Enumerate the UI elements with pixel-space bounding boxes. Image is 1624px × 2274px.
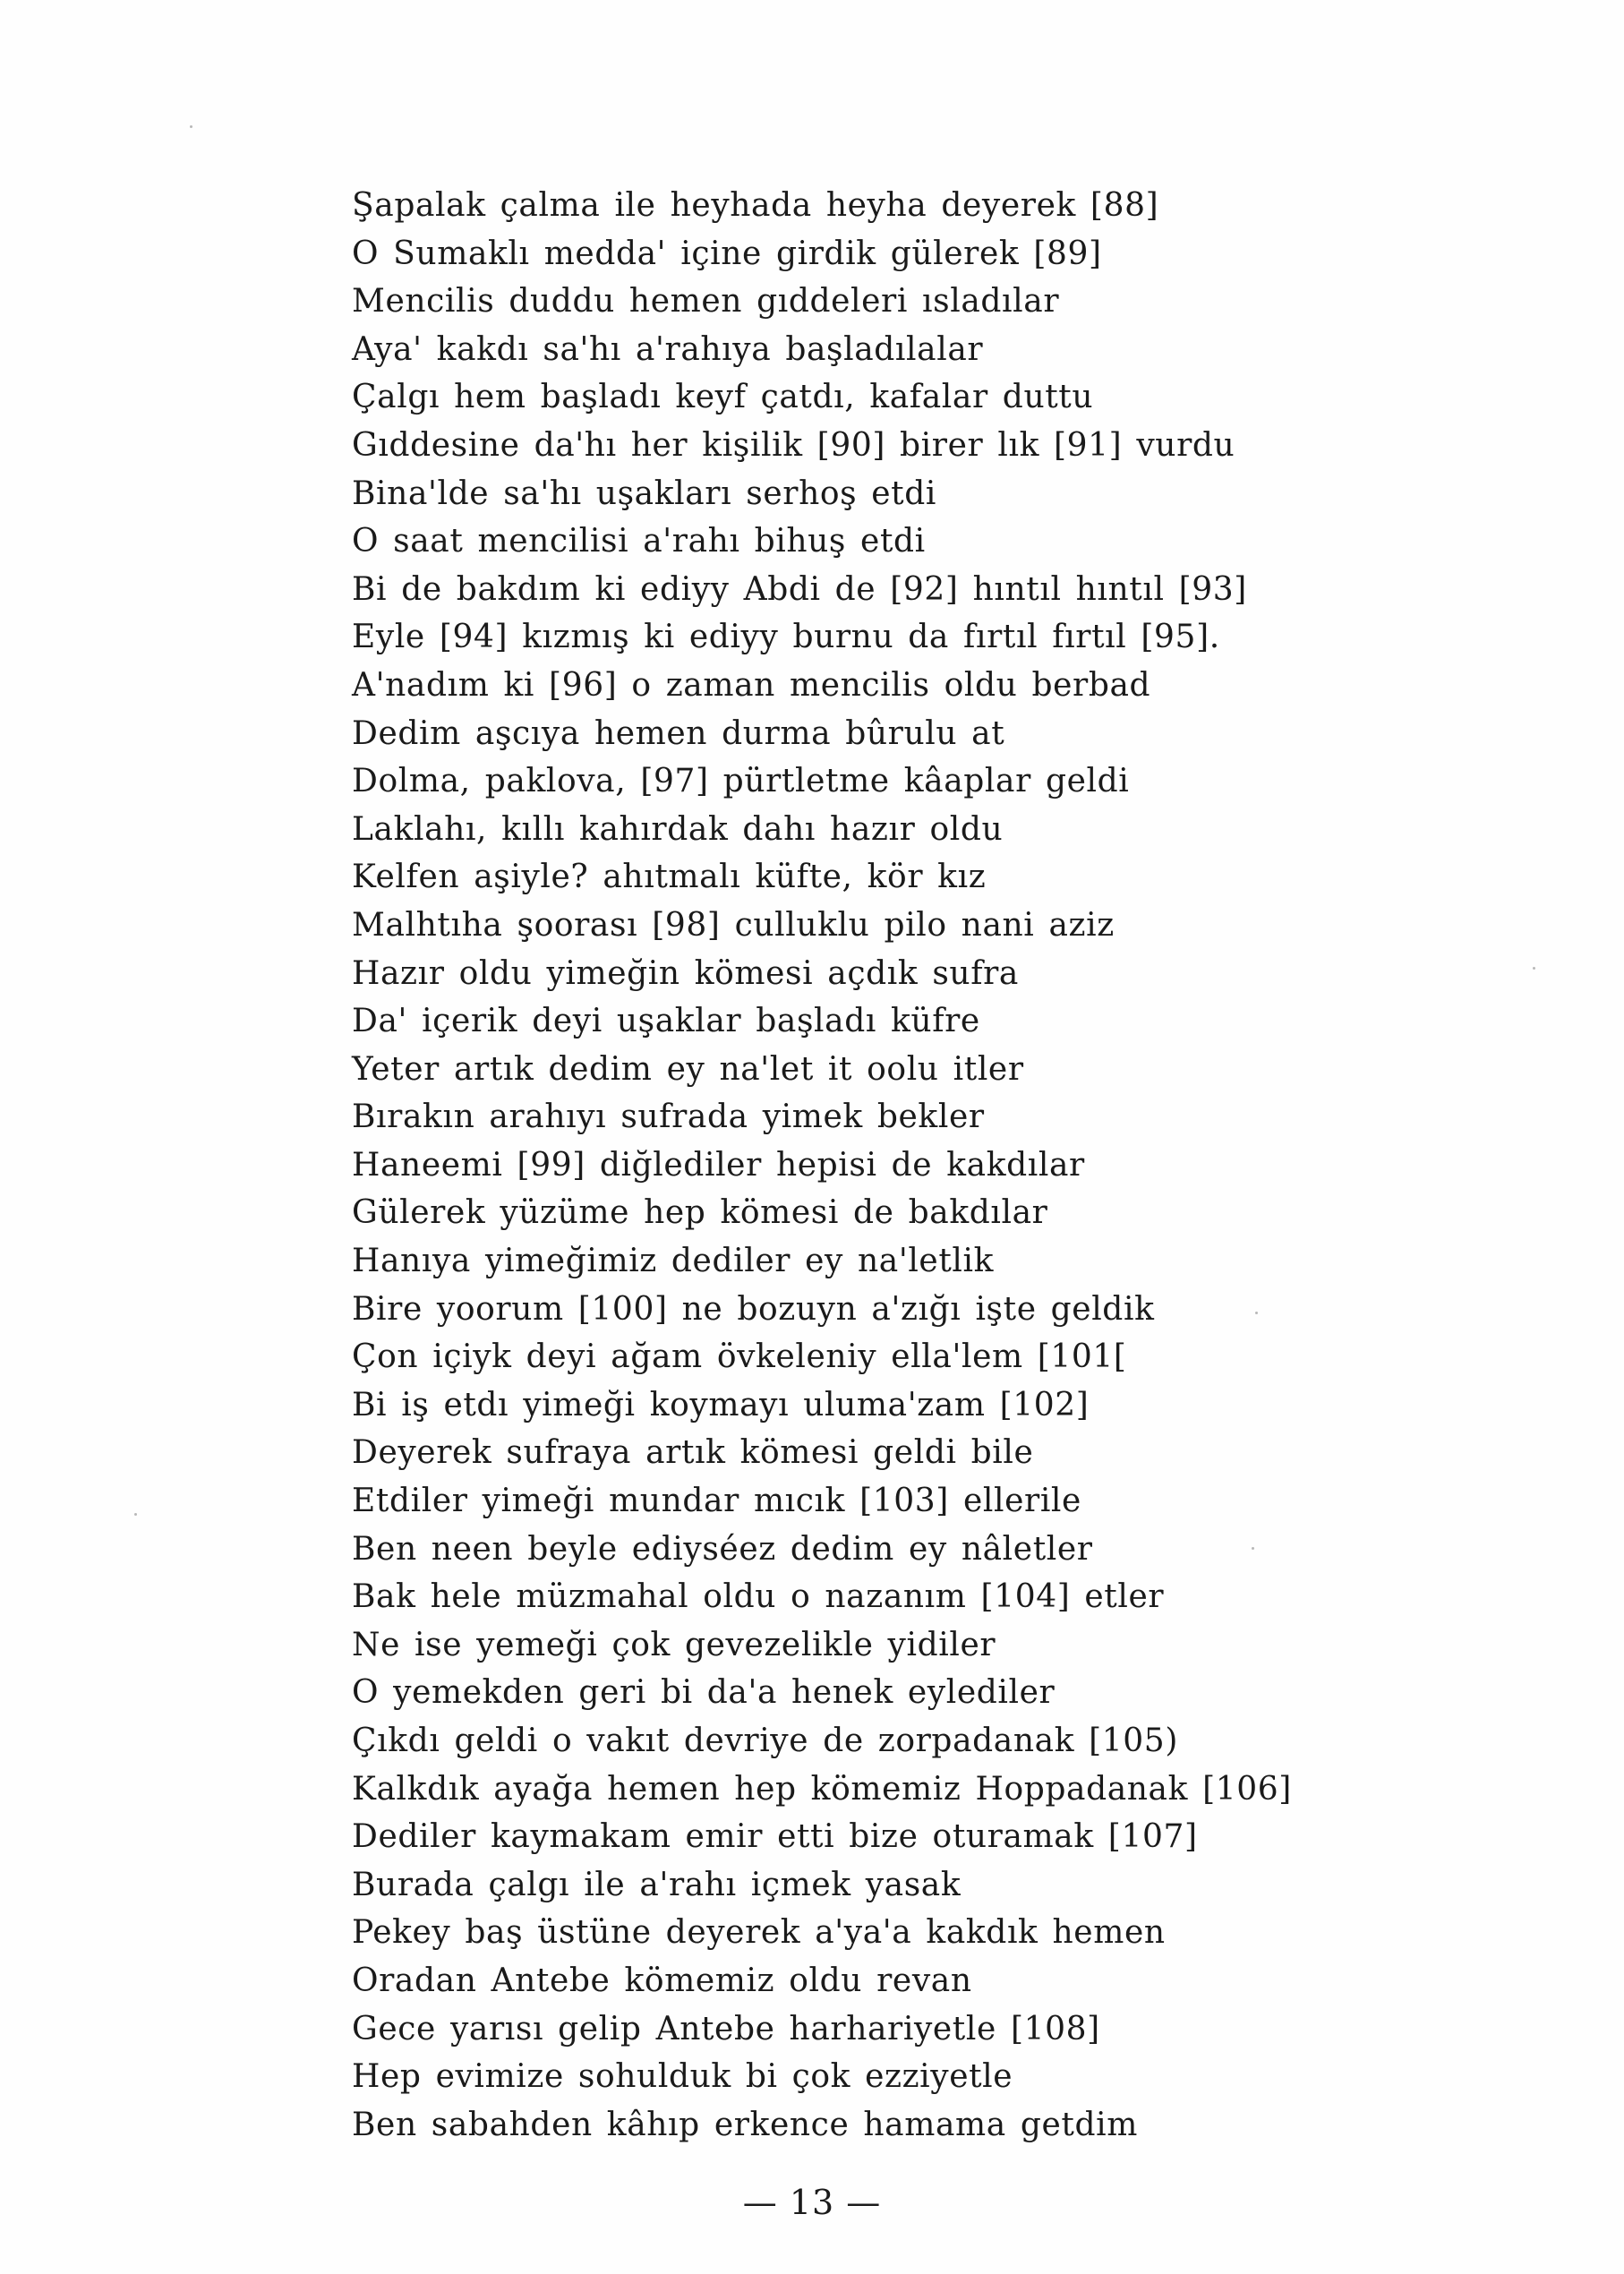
page-number: — 13 — bbox=[742, 2183, 882, 2222]
poem-line: Oradan Antebe kömemiz oldu revan bbox=[352, 1962, 972, 1999]
poem-line: Aya' kakdı sa'hı a'rahıya başladılalar bbox=[352, 330, 984, 368]
poem-line: Çon içiyk deyi ağam övkeleniy ella'lem [101[ bbox=[352, 1338, 1127, 1376]
poem-line: O yemekden geri bi da'a henek eylediler bbox=[352, 1674, 1056, 1712]
poem-line: O Sumaklı medda' içine girdik gülerek [89] bbox=[352, 235, 1102, 272]
poem-line: Bi iş etdı yimeği koymayı uluma'zam [102] bbox=[352, 1386, 1090, 1423]
paper-speck bbox=[134, 1513, 137, 1516]
poem-line: Burada çalgı ile a'rahı içmek yasak bbox=[352, 1866, 962, 1903]
poem-line: Yeter artık dedim ey na'let it oolu itler bbox=[352, 1050, 1024, 1088]
poem-line: Etdiler yimeği mundar mıcık [103] ellerile bbox=[352, 1483, 1081, 1520]
poem-line: Laklahı, kıllı kahırdak dahı hazır oldu bbox=[352, 810, 1004, 848]
poem-line: Dolma, paklova, [97] pürtletme kâaplar geldi bbox=[352, 763, 1130, 800]
poem-line: Pekey baş üstüne deyerek a'ya'a kakdık hemen bbox=[352, 1914, 1166, 1952]
poem-line: Hazır oldu yimeğin kömesi açdık sufra bbox=[352, 954, 1019, 992]
poem-line: Da' içerik deyi uşaklar başladı küfre bbox=[352, 1003, 980, 1040]
poem-line: Hanıya yimeğimiz dediler ey na'letlik bbox=[352, 1243, 995, 1280]
poem-line: A'nadım ki [96] o zaman mencilis oldu berbad bbox=[352, 666, 1151, 704]
poem-line: Bırakın arahıyı sufrada yimek bekler bbox=[352, 1099, 985, 1136]
poem-line: Eyle [94] kızmış ki ediyy burnu da fırtıl fırtıl [95]. bbox=[352, 619, 1220, 656]
poem-line: Ben sabahden kâhıp erkence hamama getdim bbox=[352, 2106, 1138, 2143]
poem-line: Deyerek sufraya artık kömesi geldi bile bbox=[352, 1434, 1034, 1472]
poem-line: Bi de bakdım ki ediyy Abdi de [92] hıntıl hıntıl [93] bbox=[352, 570, 1247, 608]
poem-line: Mencilis duddu hemen gıddeleri ısladılar bbox=[352, 283, 1060, 321]
poem-line: Ne ise yemeği çok gevezelikle yidiler bbox=[352, 1626, 996, 1663]
poem-line: Bire yoorum [100] ne bozuyn a'zığı işte geldik bbox=[352, 1290, 1155, 1328]
poem-line: Dedim aşcıya hemen durma bûrulu at bbox=[352, 714, 1005, 752]
poem-line: Gıddesine da'hı her kişilik [90] birer lık [91] vurdu bbox=[352, 426, 1235, 464]
poem-line: Ben neen beyle ediyséez dedim ey nâletler bbox=[352, 1530, 1093, 1568]
poem-line: Dediler kaymakam emir etti bize oturamak [107] bbox=[352, 1818, 1198, 1856]
poem-line: Kelfen aşiyle? ahıtmalı küfte, kör kız bbox=[352, 859, 987, 896]
poem-line: Hep evimize sohulduk bi çok ezziyetle bbox=[352, 2058, 1013, 2096]
poem-line: O saat mencilisi a'rahı bihuş etdi bbox=[352, 523, 926, 560]
paper-speck bbox=[190, 125, 192, 128]
poem-line: Çalgı hem başladı keyf çatdı, kafalar duttu bbox=[352, 379, 1094, 416]
paper-speck bbox=[1533, 967, 1535, 970]
poem-line: Gece yarısı gelip Antebe harhariyetle [108] bbox=[352, 2010, 1100, 2047]
poem-line: Bina'lde sa'hı uşakları serhoş etdi bbox=[352, 474, 936, 512]
poem-line: Bak hele müzmahal oldu o nazanım [104] etler bbox=[352, 1578, 1165, 1616]
poem-line: Kalkdık ayağa hemen hep kömemiz Hoppadanak [106] bbox=[352, 1770, 1292, 1808]
poem-line: Çıkdı geldi o vakıt devriye de zorpadanak [105) bbox=[352, 1723, 1178, 1759]
poem-line: Malhtıha şoorası [98] culluklu pilo nani aziz bbox=[352, 906, 1115, 944]
poem-line: Gülerek yüzüme hep kömesi de bakdılar bbox=[352, 1194, 1048, 1232]
poem-line: Şapalak çalma ile heyhada heyha deyerek [88] bbox=[352, 187, 1159, 224]
poem-line: Haneemi [99] diğlediler hepisi de kakdılar bbox=[352, 1146, 1085, 1184]
poem-text bbox=[352, 182, 1372, 2149]
